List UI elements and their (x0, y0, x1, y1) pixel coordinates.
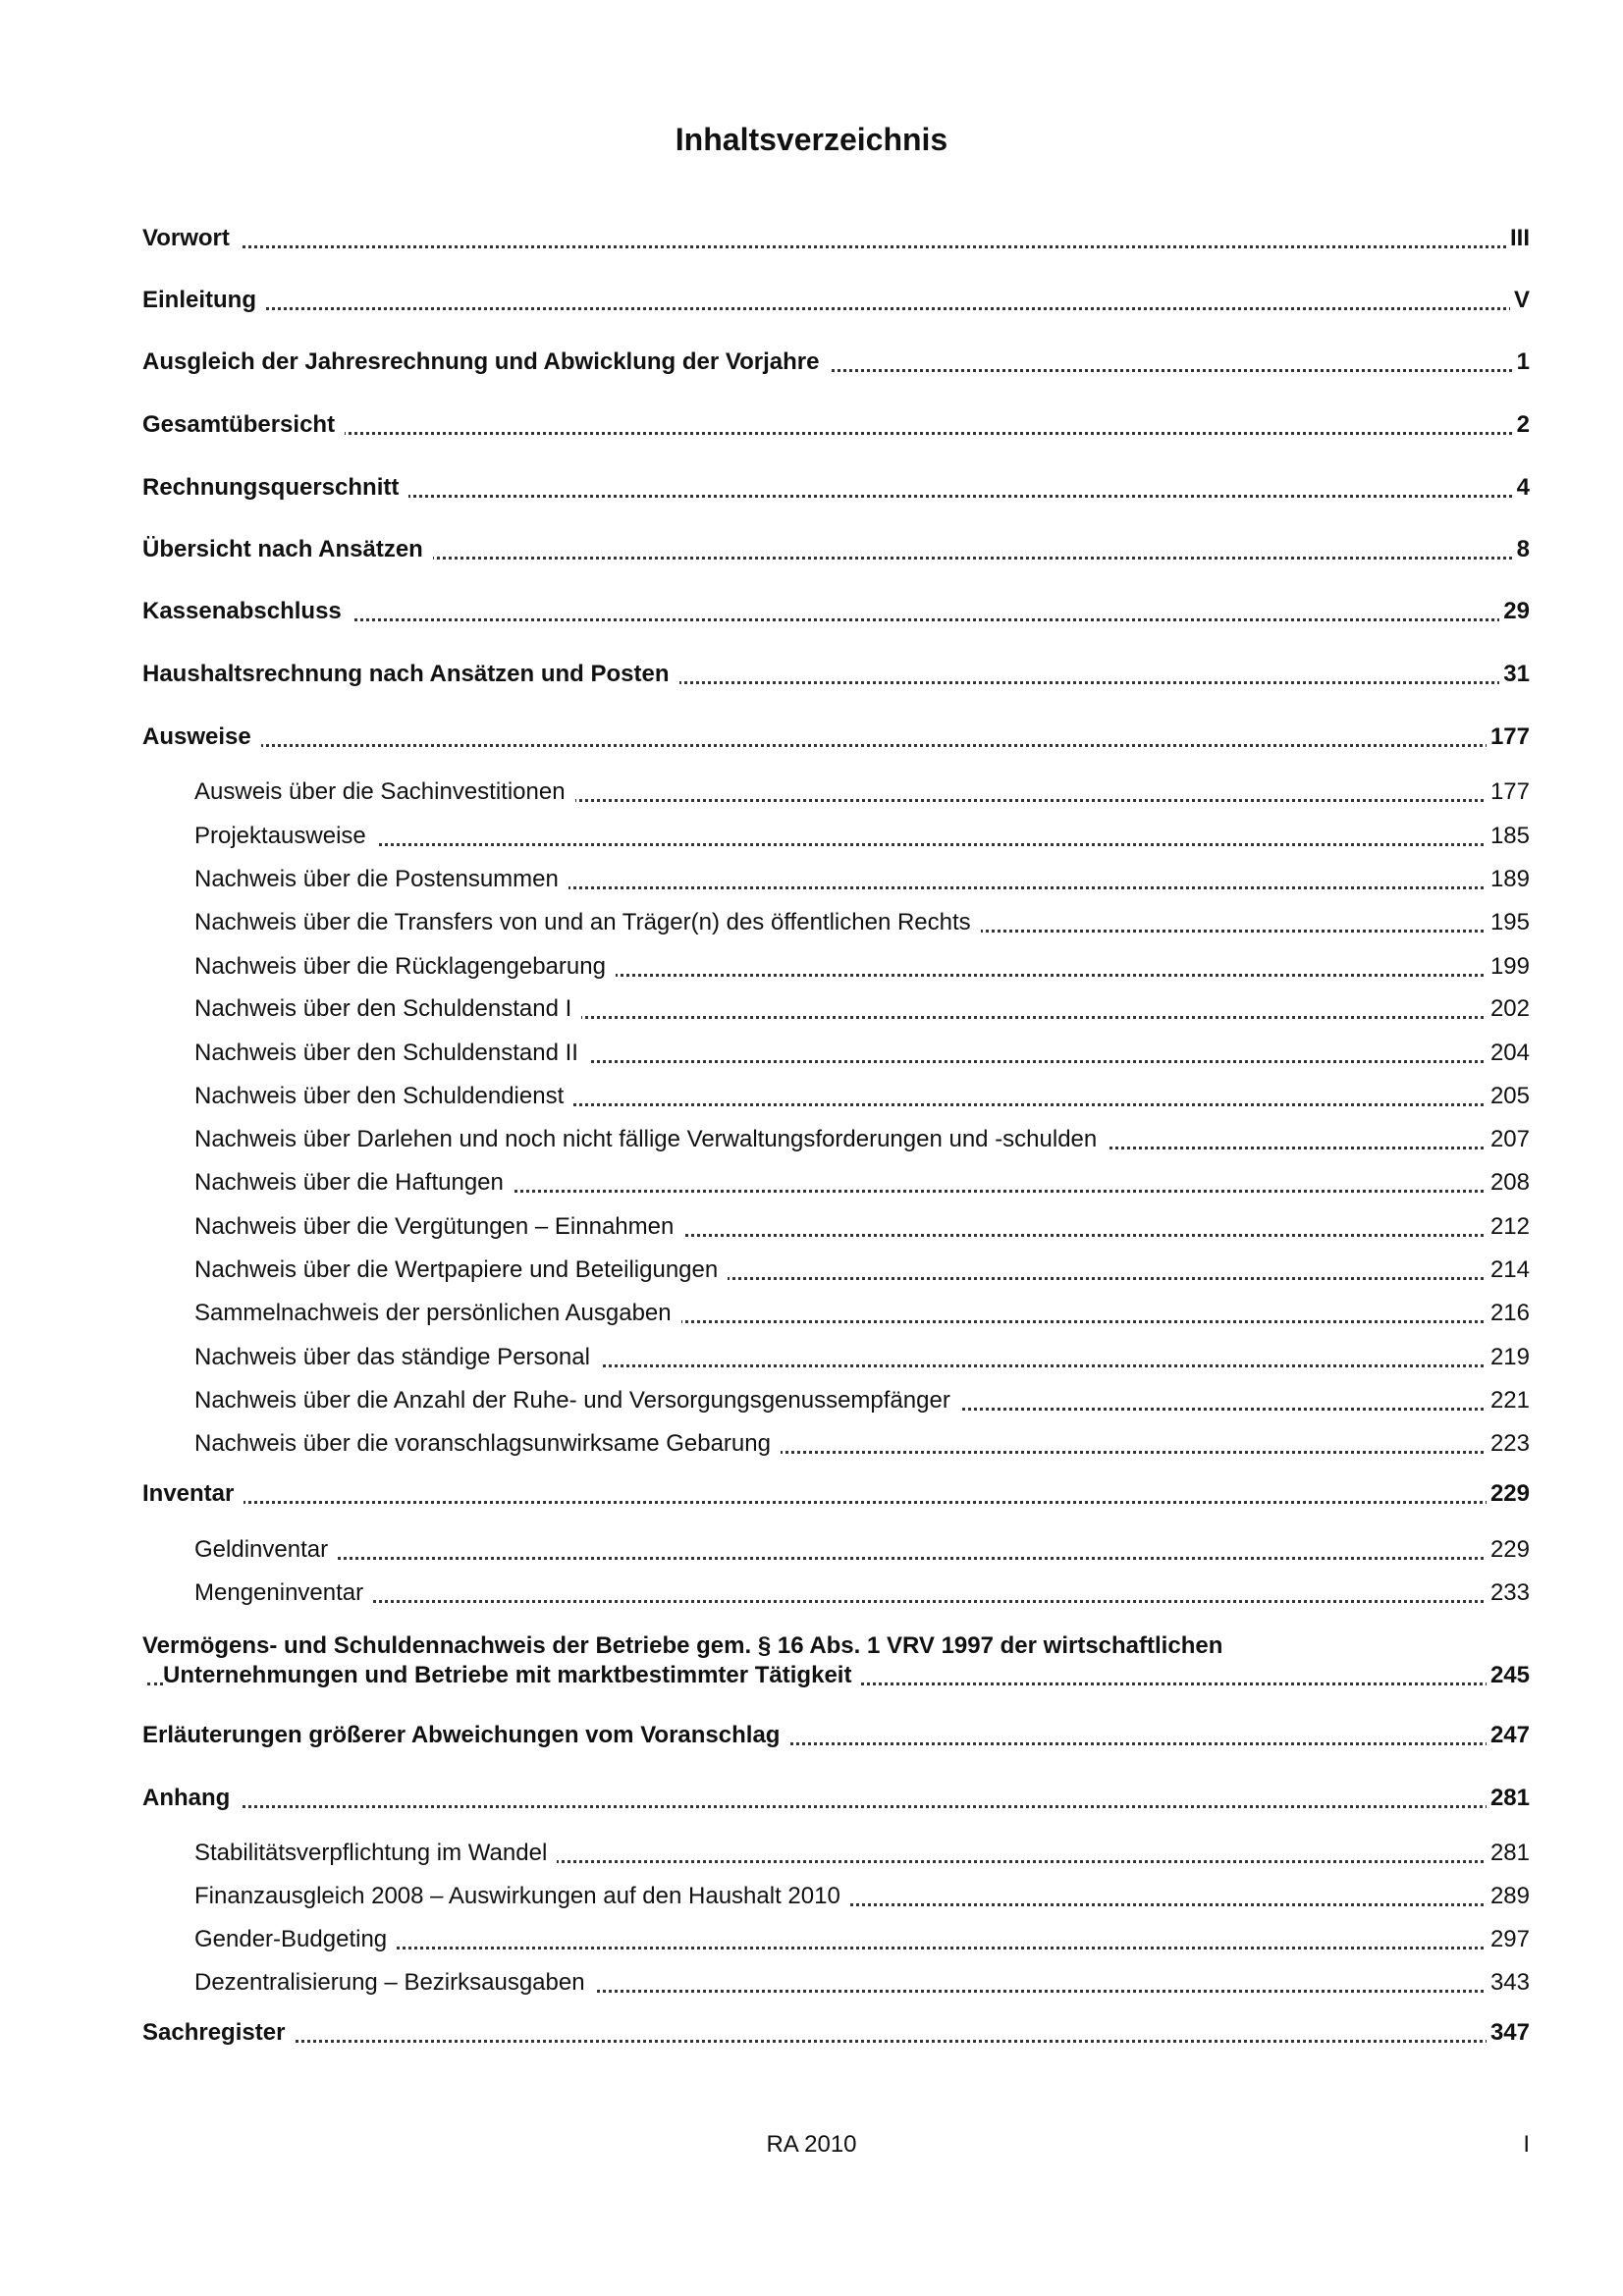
dot-leader (147, 1805, 1525, 1808)
toc-entry-page: 2 (1513, 410, 1530, 440)
toc-entry-vorwort[interactable] (0, 224, 1623, 259)
toc-entry-label: Ausgleich der Jahresrechnung und Abwicklung der Vorjahre (142, 347, 829, 377)
toc-entry-uebersicht-ansaetze[interactable] (0, 535, 1623, 570)
dot-leader (147, 245, 1525, 248)
dot-leader (196, 1557, 1525, 1560)
toc-entry-page: 31 (1499, 660, 1530, 689)
toc-entry-label: Rechnungsquerschnitt (142, 473, 408, 503)
toc-entry-page: III (1506, 224, 1530, 253)
toc-entry-label: Inventar (142, 1479, 243, 1509)
toc-entry-label-line2: Unternehmungen und Betriebe mit marktbestimmter Tätigkeit (163, 1661, 861, 1690)
toc-entry-label: Nachweis über die Transfers von und an Träger(n) des öffentlichen Rechts (194, 908, 981, 937)
toc-entry-page: 214 (1487, 1255, 1530, 1285)
toc-entry-label: Anhang (142, 1784, 240, 1813)
toc-subentry[interactable] (0, 865, 1623, 900)
toc-entry-page: 199 (1487, 952, 1530, 982)
toc-subentry[interactable] (0, 1578, 1623, 1614)
toc-entry-label: Sammelnachweis der persönlichen Ausgaben (194, 1299, 681, 1328)
toc-entry-page: 195 (1487, 908, 1530, 937)
toc-entry-page: 177 (1487, 722, 1530, 752)
toc-entry-label: Gesamtübersicht (142, 410, 345, 440)
footer-page-number: I (1523, 2131, 1530, 2158)
toc-entry-label: Kassenabschluss (142, 597, 352, 626)
toc-entry-label: Übersicht nach Ansätzen (142, 535, 433, 564)
toc-subentry[interactable] (0, 1386, 1623, 1421)
toc-subentry[interactable] (0, 1839, 1623, 1874)
toc-entry-page: 216 (1487, 1299, 1530, 1328)
toc-entry-page: 204 (1487, 1039, 1530, 1068)
toc-subentry[interactable] (0, 1299, 1623, 1334)
toc-entry-einleitung[interactable] (0, 286, 1623, 321)
toc-entry-rechnungsquerschnitt[interactable] (0, 473, 1623, 508)
toc-subentry[interactable] (0, 994, 1623, 1030)
toc-entry-label: Vorwort (142, 224, 240, 253)
toc-entry-page: 1 (1513, 347, 1530, 377)
toc-entry-label: Finanzausgleich 2008 – Auswirkungen auf den Haushalt 2010 (194, 1882, 850, 1911)
toc-subentry[interactable] (0, 1255, 1623, 1291)
toc-entry-line2 (0, 1661, 1623, 1696)
toc-subentry[interactable] (0, 1968, 1623, 2003)
toc-entry-label: Nachweis über Darlehen und noch nicht fällige Verwaltungsforderungen und -schulden (194, 1125, 1107, 1154)
toc-entry-label: Dezentralisierung – Bezirksausgaben (194, 1968, 595, 1998)
dot-leader (196, 843, 1525, 846)
dot-leader (147, 2040, 1525, 2043)
toc-subentry[interactable] (0, 1168, 1623, 1203)
toc-entry-label: Nachweis über den Schuldenstand II (194, 1039, 588, 1068)
toc-entry-page: 185 (1487, 822, 1530, 851)
toc-entry-label: Nachweis über die Wertpapiere und Beteiligungen (194, 1255, 728, 1285)
toc-entry-page: 4 (1513, 473, 1530, 503)
toc-entry-label: Einleitung (142, 286, 266, 315)
toc-entry-sachregister[interactable] (0, 2018, 1623, 2054)
toc-entry-page: 208 (1487, 1168, 1530, 1198)
toc-subentry[interactable] (0, 1429, 1623, 1465)
toc-entry-page: 233 (1487, 1578, 1530, 1608)
toc-entry-label: Haushaltsrechnung nach Ansätzen und Posten (142, 660, 679, 689)
toc-entry-page: 207 (1487, 1125, 1530, 1154)
toc-entry-label: Nachweis über die Vergütungen – Einnahmen (194, 1212, 683, 1242)
toc-entry-page: 202 (1487, 994, 1530, 1024)
toc-entry-page: 229 (1487, 1479, 1530, 1509)
toc-entry-label: Stabilitätsverpflichtung im Wandel (194, 1839, 557, 1868)
toc-entry-haushaltsrechnung[interactable] (0, 660, 1623, 695)
toc-subentry[interactable] (0, 777, 1623, 813)
toc-entry-page: 343 (1487, 1968, 1530, 1998)
toc-entry-page: 229 (1487, 1535, 1530, 1565)
toc-entry-page: V (1510, 286, 1530, 315)
toc-entry-label: Nachweis über die voranschlagsunwirksame Gebarung (194, 1429, 781, 1459)
toc-subentry[interactable] (0, 1925, 1623, 1960)
toc-entry-page: 223 (1487, 1429, 1530, 1459)
toc-subentry[interactable] (0, 1343, 1623, 1378)
toc-entry-label: Projektausweise (194, 822, 376, 851)
page-title: Inhaltsverzeichnis (675, 122, 948, 157)
toc-entry-label: Nachweis über die Anzahl der Ruhe- und Versorgungsgenussempfänger (194, 1386, 960, 1415)
toc-entry-gesamtuebersicht[interactable] (0, 410, 1623, 446)
toc-subentry[interactable] (0, 1125, 1623, 1160)
toc-entry-page: 247 (1487, 1721, 1530, 1750)
toc-entry-page: 219 (1487, 1343, 1530, 1372)
toc-entry-anhang[interactable] (0, 1784, 1623, 1819)
toc-entry-page: 281 (1487, 1784, 1530, 1813)
toc-subentry[interactable] (0, 1212, 1623, 1248)
toc-entry-erlaeuterungen[interactable] (0, 1721, 1623, 1756)
toc-entry-vermoegensnachweis[interactable] (0, 1631, 1623, 1706)
toc-entry-page: 245 (1487, 1661, 1530, 1690)
toc-entry-ausweise[interactable] (0, 722, 1623, 758)
toc-entry-label: Ausweis über die Sachinvestitionen (194, 777, 575, 807)
toc-entry-label: Nachweis über den Schuldendienst (194, 1082, 573, 1111)
toc-subentry[interactable] (0, 1882, 1623, 1917)
toc-entry-inventar[interactable] (0, 1479, 1623, 1515)
toc-entry-label: Geldinventar (194, 1535, 338, 1565)
toc-entry-label: Nachweis über die Rücklagengebarung (194, 952, 616, 982)
toc-subentry[interactable] (0, 908, 1623, 943)
toc-entry-page: 29 (1499, 597, 1530, 626)
toc-entry-page: 281 (1487, 1839, 1530, 1868)
dot-leader (147, 432, 1525, 435)
toc-entry-kassenabschluss[interactable] (0, 597, 1623, 632)
toc-entry-page: 205 (1487, 1082, 1530, 1111)
toc-entry-label: Sachregister (142, 2018, 295, 2048)
toc-subentry[interactable] (0, 1039, 1623, 1074)
toc-subentry[interactable] (0, 952, 1623, 988)
toc-entry-page: 189 (1487, 865, 1530, 894)
dot-leader (147, 1501, 1525, 1504)
toc-entry-label: Ausweise (142, 722, 261, 752)
toc-entry-page: 297 (1487, 1925, 1530, 1954)
toc-subentry[interactable] (0, 1535, 1623, 1571)
toc-entry-label: Nachweis über das ständige Personal (194, 1343, 600, 1372)
toc-entry-ausgleich[interactable] (0, 347, 1623, 383)
dot-leader (147, 307, 1525, 310)
toc-entry-page: 8 (1513, 535, 1530, 564)
toc-subentry[interactable] (0, 1082, 1623, 1117)
toc-entry-page: 212 (1487, 1212, 1530, 1242)
toc-entry-label: Mengeninventar (194, 1578, 373, 1608)
dot-leader (196, 1600, 1525, 1603)
toc-entry-page: 177 (1487, 777, 1530, 807)
toc-entry-label-line1: Vermögens- und Schuldennachweis der Betriebe gem. § 16 Abs. 1 VRV 1997 der wirtschaftlichen (142, 1632, 1223, 1659)
toc-entry-label: Erläuterungen größerer Abweichungen vom Voranschlag (142, 1721, 789, 1750)
dot-leader (147, 618, 1525, 621)
toc-entry-page: 221 (1487, 1386, 1530, 1415)
toc-entry-page: 289 (1487, 1882, 1530, 1911)
toc-entry-page: 347 (1487, 2018, 1530, 2048)
toc-entry-label: Nachweis über den Schuldenstand I (194, 994, 581, 1024)
toc-entry-label: Gender-Budgeting (194, 1925, 397, 1954)
toc-subentry[interactable] (0, 822, 1623, 857)
footer-document-id: RA 2010 (766, 2131, 857, 2158)
toc-entry-label: Nachweis über die Haftungen (194, 1168, 514, 1198)
dot-leader (147, 744, 1525, 747)
toc-entry-label: Nachweis über die Postensummen (194, 865, 568, 894)
